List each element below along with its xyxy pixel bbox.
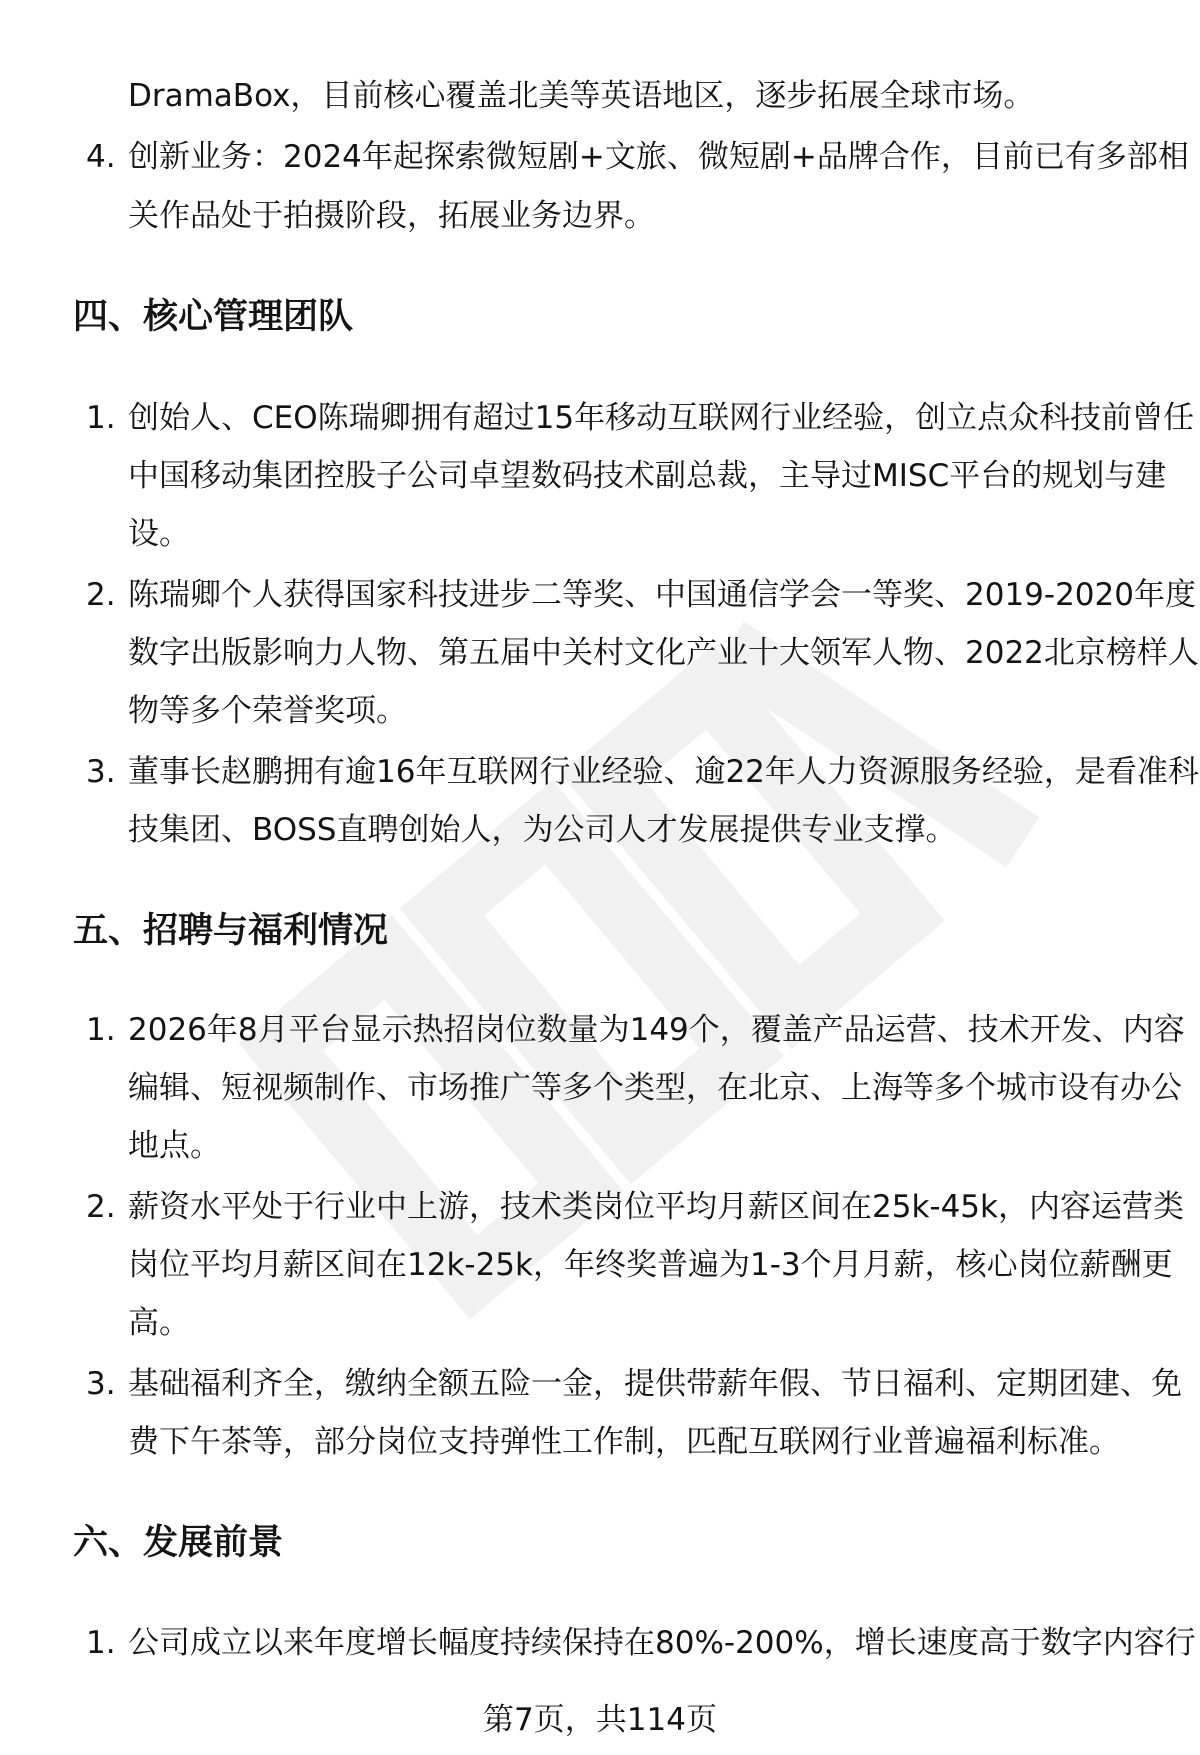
list-item-line: 薪资水平处于行业中上游，技术类岗位平均月薪区间在25k-45k，内容运营类 [128,1189,1184,1225]
section-heading: 五、招聘与福利情况 [73,911,389,951]
list-item-line: 费下午茶等，部分岗位支持弹性工作制，匹配互联网行业普遍福利标准。 [128,1424,1120,1460]
list-item-line: 2026年8月平台显示热招岗位数量为149个，覆盖产品运营、技术开发、内容 [128,1012,1185,1048]
list-item-line: 物等多个荣誉奖项。 [128,693,407,729]
list-item-line: 创新业务：2024年起探索微短剧+文旅、微短剧+品牌合作，目前已有多部相 [128,139,1189,175]
list-number: 4. [86,139,116,175]
page-number-footer: 第7页，共114页 [483,1702,717,1738]
list-number: 1. [86,400,116,436]
list-number: 1. [86,1625,116,1661]
section-heading: 四、核心管理团队 [73,297,354,337]
list-number: 2. [86,1189,116,1225]
list-item-line: 数字出版影响力人物、第五届中关村文化产业十大领军人物、2022北京榜样人 [128,635,1199,671]
list-item-line: 岗位平均月薪区间在12k-25k，年终奖普遍为1-3个月月薪，核心岗位薪酬更 [128,1247,1173,1283]
list-number: 3. [86,1366,116,1402]
list-item-line: 董事长赵鹏拥有逾16年互联网行业经验、逾22年人力资源服务经验，是看准科 [128,754,1199,790]
list-item-line: 编辑、短视频制作、市场推广等多个类型，在北京、上海等多个城市设有办公 [128,1070,1182,1106]
list-item-line: 技集团、BOSS直聘创始人，为公司人才发展提供专业支撑。 [128,812,957,848]
list-number: 1. [86,1012,116,1048]
list-item-line: 创始人、CEO陈瑞卿拥有超过15年移动互联网行业经验，创立点众科技前曾任 [128,400,1195,436]
list-number: 2. [86,577,116,613]
list-item-line: 关作品处于拍摄阶段，拓展业务边界。 [128,198,655,234]
section-heading: 六、发展前景 [73,1523,284,1563]
list-item-line: 陈瑞卿个人获得国家科技进步二等奖、中国通信学会一等奖、2019-2020年度 [128,577,1196,613]
list-number: 3. [86,754,116,790]
list-item-line: 地点。 [128,1128,221,1164]
section3-item3-continuation: DramaBox，目前核心覆盖北美等英语地区，逐步拓展全球市场。 [128,78,1035,114]
list-item-line: 中国移动集团控股子公司卓望数码技术副总裁，主导过MISC平台的规划与建 [128,458,1167,494]
list-item-line: 基础福利齐全，缴纳全额五险一金，提供带薪年假、节日福利、定期团建、免 [128,1366,1182,1402]
list-item-line: 设。 [128,516,190,552]
list-item-line: 公司成立以来年度增长幅度持续保持在80%-200%，增长速度高于数字内容行 [128,1625,1196,1661]
list-item-line: 高。 [128,1305,190,1341]
